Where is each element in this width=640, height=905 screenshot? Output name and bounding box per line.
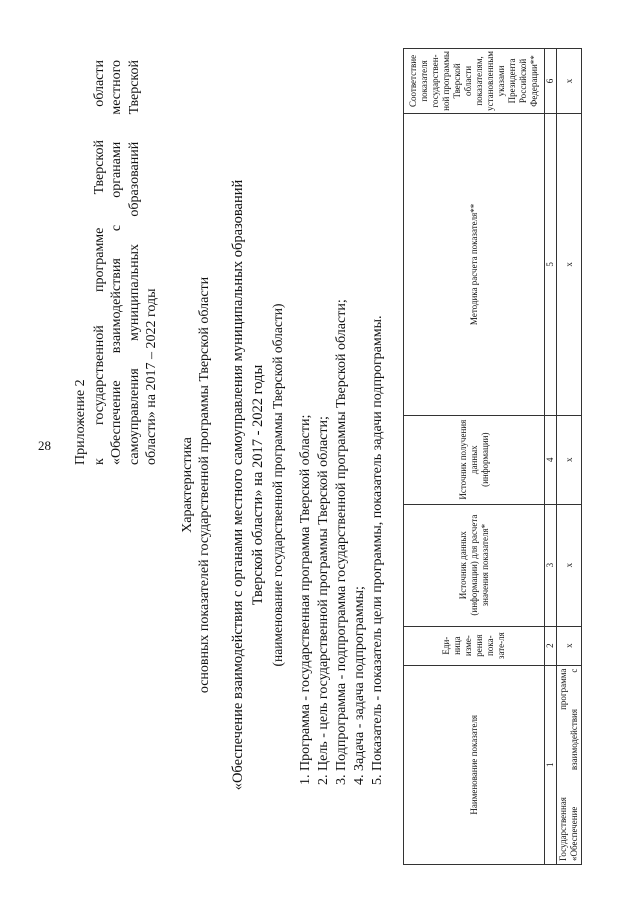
column-header: Наименование показателя <box>404 665 545 864</box>
appendix-block <box>72 60 161 465</box>
column-number: 3 <box>545 504 557 626</box>
column-number: 4 <box>545 415 557 504</box>
column-number-row <box>545 49 557 865</box>
definitions-list <box>297 299 387 785</box>
column-header: Еди-ница изме-рения пока-зате-ля <box>404 626 545 665</box>
list-item: 4. Задача - задача подпрограммы; <box>352 586 367 785</box>
list-item: 1. Программа - государственная программа Тверской области; <box>298 414 313 785</box>
program-name-line: Тверской области» на 2017 - 2022 годы <box>250 364 266 606</box>
appendix-line: к государственной программе Тверской области <box>91 60 107 465</box>
program-name-line: «Обеспечение взаимодействия с органами местного самоуправления муниципальных образований <box>230 179 246 791</box>
indicators-table <box>403 48 582 865</box>
appendix-line: области» на 2017 – 2022 годы <box>144 288 159 465</box>
document-subtitle: основных показателей государственной программы Тверской области <box>197 276 212 694</box>
appendix-title: Приложение 2 <box>73 379 88 465</box>
appendix-line: «Обеспечение взаимодействия с органами местного <box>109 60 124 465</box>
indicator-name <box>557 665 582 864</box>
appendix-line: самоуправления муниципальных образований Тверской <box>126 60 142 465</box>
indicator-name-line: «Обеспечение взаимодействия с <box>569 668 579 861</box>
list-item: 3. Подпрограмма - подпрограмма государственной программы Тверской области; <box>334 299 349 785</box>
program-name-caption: (наименование государственной программы Тверской области) <box>270 303 285 667</box>
table-cell: х <box>557 626 582 665</box>
column-header: Источник получения данных (информации) <box>404 415 545 504</box>
list-item: 2. Цель - цель государственной программы Тверской области; <box>316 416 331 785</box>
column-header: Методика расчета показателя** <box>404 113 545 415</box>
document-title: Характеристика <box>180 437 195 533</box>
column-number: 1 <box>545 665 557 864</box>
column-number: 2 <box>545 626 557 665</box>
indicator-name-line: Государственная программа <box>558 668 568 861</box>
column-number: 6 <box>545 49 557 114</box>
table-cell: х <box>557 113 582 415</box>
list-item: 5. Показатель - показатель цели программы, показатель задачи подпрограммы. <box>370 315 385 785</box>
column-header: Соответствие показателя государствен-ной программы Тверской области показателям, установленным указами Президента Российской Федерации** <box>404 49 545 114</box>
column-number: 5 <box>545 113 557 415</box>
page-number: 28 <box>38 438 51 453</box>
table-cell: х <box>557 415 582 504</box>
table-cell: х <box>557 504 582 626</box>
table-header-row <box>404 49 545 865</box>
column-header: Источник данных (информации) для расчета значения показателя* <box>404 504 545 626</box>
table-cell: х <box>557 49 582 114</box>
table-row <box>557 49 582 865</box>
